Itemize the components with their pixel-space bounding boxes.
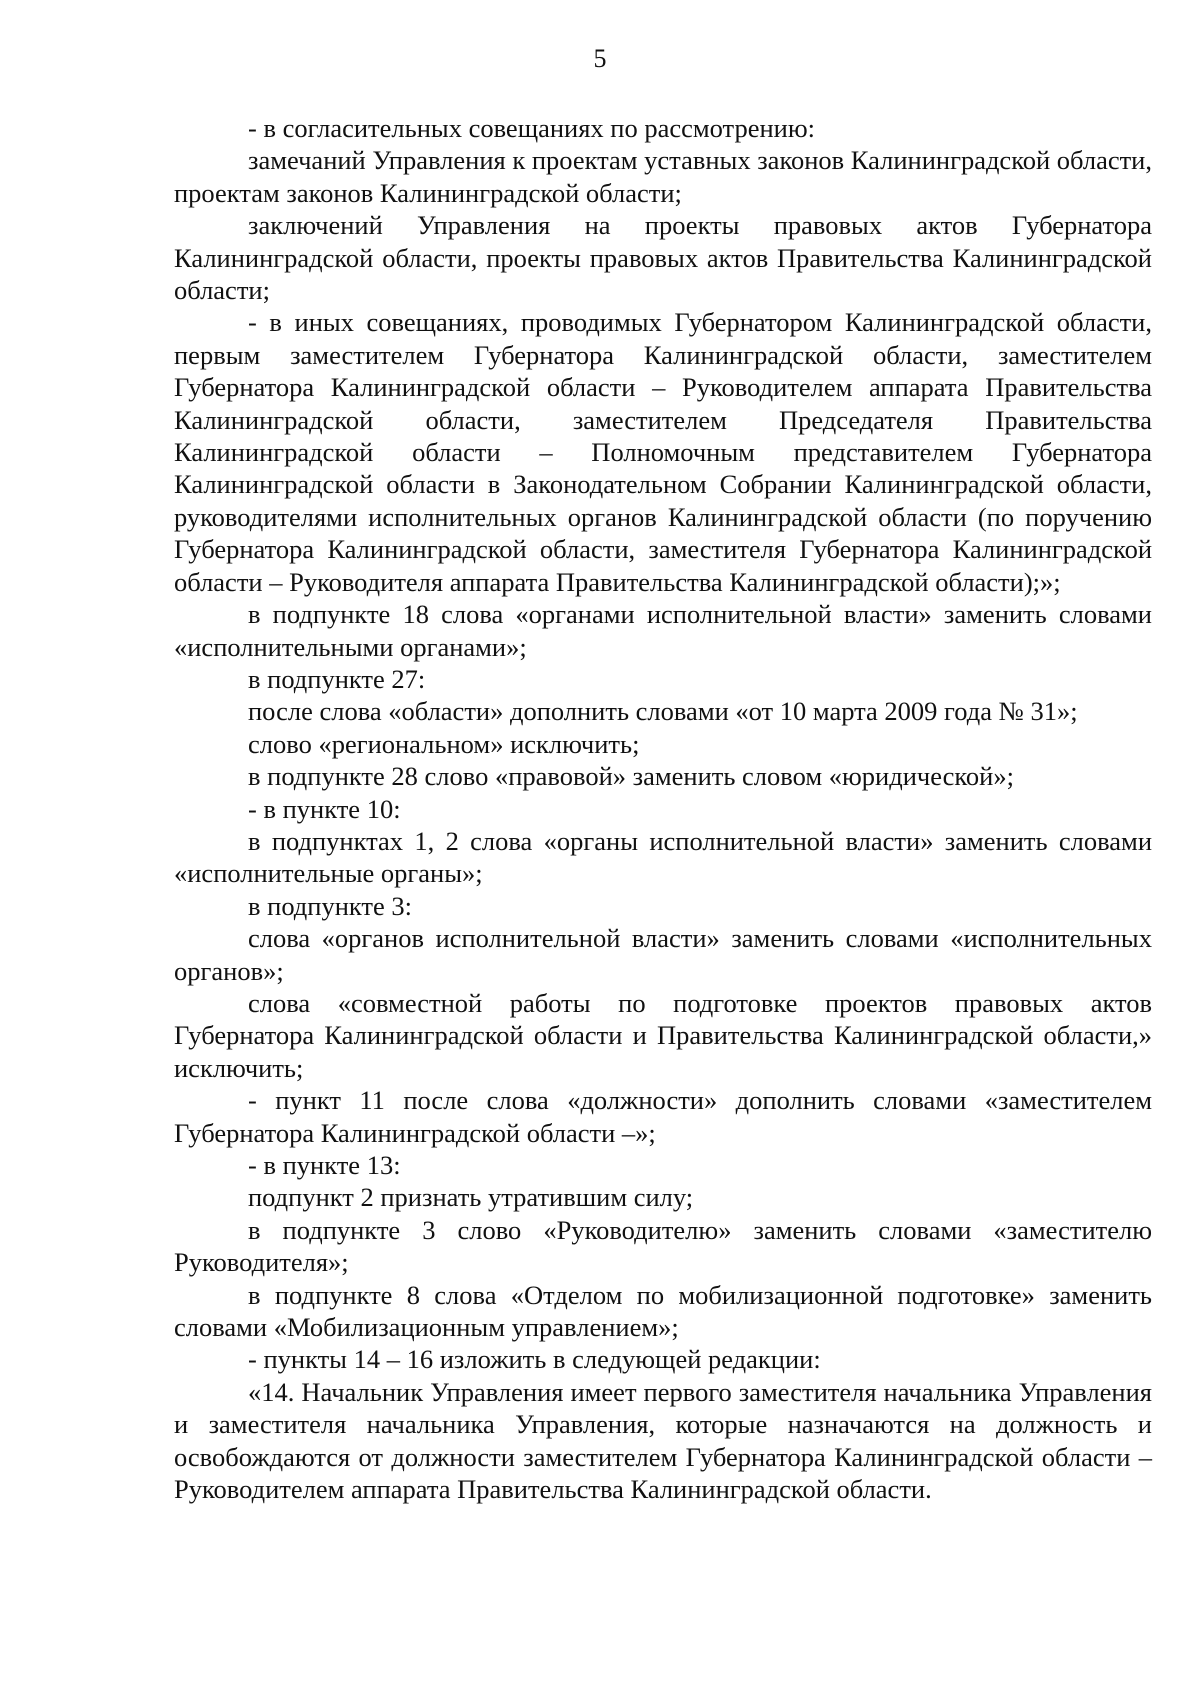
paragraph: в подпункте 18 слова «органами исполнительной власти» заменить словами «исполнительными органами»; (174, 599, 1152, 662)
paragraph: - в пункте 13: (248, 1150, 401, 1180)
paragraph: слово «региональном» исключить; (248, 728, 640, 759)
paragraph: в подпункте 27: (248, 663, 426, 694)
paragraph: подпункт 2 признать утратившим силу; (248, 1182, 694, 1213)
paragraph: слова «органов исполнительной власти» заменить словами «исполнительных органов»; (174, 923, 1152, 986)
paragraph: - в согласительных совещаниях по рассмотрению: (248, 113, 815, 143)
paragraph: - пункты 14 – 16 изложить в следующей редакции: (248, 1344, 821, 1375)
paragraph: «14. Начальник Управления имеет первого заместителя начальника Управления и заместителя начальника Управления, которые назначаются на должность и освобождаются от должности заместителем Губернатора Калининградской области – Руководителем аппарата Правительства Калининградской области. (174, 1376, 1152, 1505)
paragraph: - в иных совещаниях, проводимых Губернатором Калининградской области, первым заместителем Губернатора Калининградской области, заместителем Губернатора Калининградской области – Руководителем аппарата Правительства Калининградской области, заместителем Председателя Правительства Калининградской области – Полномочным представителем Губернатора Калининградской области в Законодательном Собрании Калининградской области, руководителями исполнительных органов Калининградской области (по поручению Губернатора Калининградской области, заместителя Губернатора Калининградской области – Руководителя аппарата Правительства Калининградской области);»; (174, 307, 1152, 597)
paragraph: в подпункте 28 слово «правовой» заменить словом «юридической»; (248, 761, 1014, 792)
document-body (174, 112, 1152, 1505)
paragraph: после слова «области» дополнить словами «от 10 марта 2009 года № 31»; (248, 696, 1078, 727)
page-number: 5 (593, 44, 607, 73)
paragraph: замечаний Управления к проектам уставных законов Калининградской области, проектам законов Калининградской области; (174, 145, 1152, 208)
paragraph: - в пункте 10: (248, 793, 401, 824)
paragraph: в подпункте 8 слова «Отделом по мобилизационной подготовке» заменить словами «Мобилизационным управлением»; (174, 1279, 1152, 1343)
paragraph: заключений Управления на проекты правовых актов Губернатора Калининградской области, проекты правовых актов Правительства Калининградской области; (174, 210, 1152, 306)
paragraph: слова «совместной работы по подготовке проектов правовых актов Губернатора Калининградской области и Правительства Калининградской области,» исключить; (174, 987, 1152, 1083)
paragraph: - пункт 11 после слова «должности» дополнить словами «заместителем Губернатора Калининградской области –»; (174, 1085, 1152, 1148)
paragraph: в подпункте 3: (248, 890, 413, 921)
paragraph: в подпунктах 1, 2 слова «органы исполнительной власти» заменить словами «исполнительные органы»; (174, 825, 1152, 889)
paragraph: в подпункте 3 слово «Руководителю» заменить словами «заместителю Руководителя»; (174, 1214, 1152, 1278)
